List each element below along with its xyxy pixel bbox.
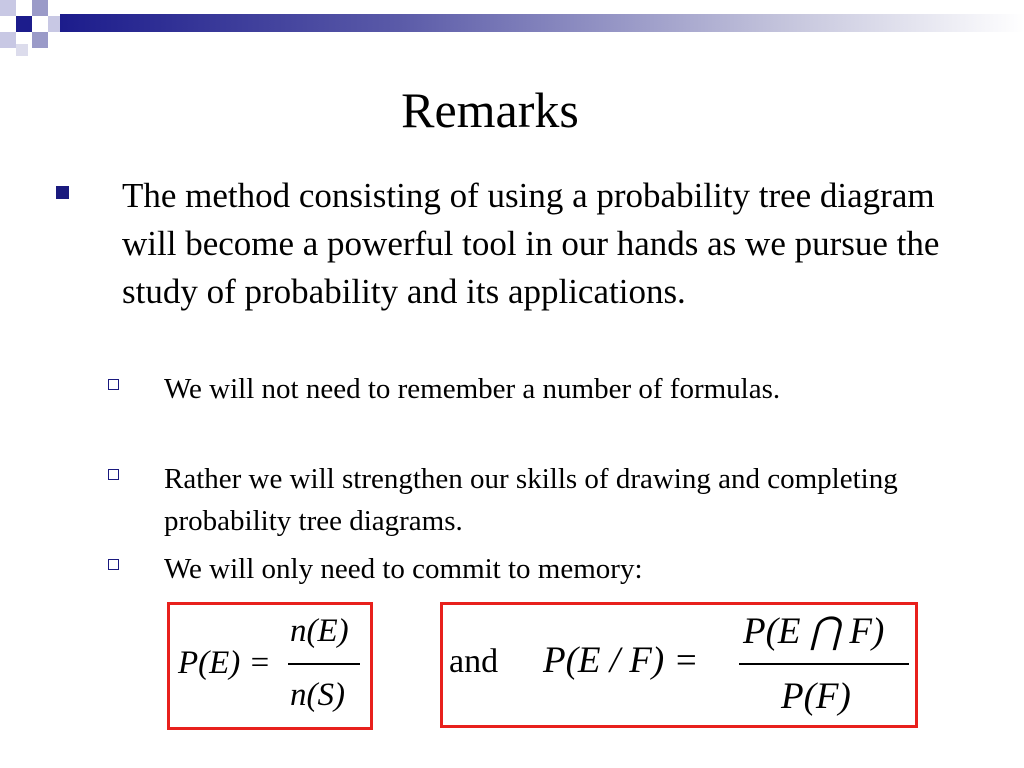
sub-bullet-text: We will only need to commit to memory: [164, 553, 643, 585]
hollow-square-bullet-icon [108, 559, 119, 570]
formula-box-probability [167, 602, 373, 730]
decor-square [32, 32, 48, 48]
decor-square [0, 0, 16, 16]
sub-bullet-text: Rather we will strengthen our skills of drawing and completing probability tree diagrams. [164, 463, 898, 537]
formula2-fraction-bar [739, 663, 909, 665]
formula1-numerator: n(E) [290, 613, 349, 649]
hollow-square-bullet-icon [108, 469, 119, 480]
sub-bullet-text: We will not need to remember a number of formulas. [164, 373, 781, 405]
main-bullet-text: The method consisting of using a probability tree diagram will become a powerful tool in our hands as we pursue the study of probability and its applications. [122, 176, 940, 311]
header-gradient-bar [60, 14, 1024, 32]
slide-title: Remarks [401, 82, 579, 138]
formula1-fraction-bar [288, 663, 360, 665]
formula-box-conditional [440, 602, 918, 728]
formula2-numerator: P(E ⋂ F) [743, 611, 885, 652]
formula1-lhs: P(E) = [178, 645, 271, 681]
decor-square [16, 16, 32, 32]
formula2-lhs: P(E / F) = [543, 640, 699, 681]
square-bullet-icon [56, 186, 69, 199]
decor-square [16, 44, 28, 56]
formula2-denominator: P(F) [781, 676, 851, 717]
formula2-connector: and [449, 643, 499, 680]
decor-square [48, 16, 60, 32]
decor-square [0, 32, 16, 48]
decor-square [32, 0, 48, 16]
header-decoration [0, 0, 1024, 60]
formula1-denominator: n(S) [290, 677, 345, 713]
hollow-square-bullet-icon [108, 379, 119, 390]
